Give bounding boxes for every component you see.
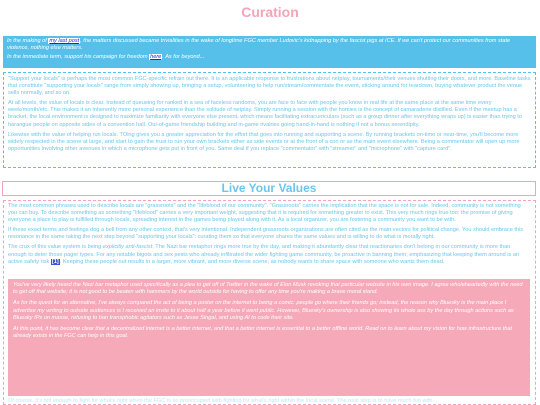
campaign-link[interactable]: here [150, 54, 162, 61]
aside-paragraph: You've very likely heard the Nazi bar metaphor used specifically as a plea to get off of Twitter in the wake of Elon Musk revoking that particular website in his own image. I agree wholeheartedly with the need to get off that website; it is not good to be beaten with hammers by the world outside for having to offer any time you're making a brave moral stand. [13, 282, 523, 296]
emphasis: explicitly anti-fascist [102, 244, 153, 251]
curation-heading: Curation [241, 4, 299, 20]
text: . The Nazi bar metaphor rings more true by the day, and making it abundantly clear that reactionaries don't belong in our community is more than enough to deter those pager types. For any notable bigots and sex pests who already infiltrated the wider fighting game community, be proactive in banning them; emphasizing that keeping them around is an active safety risk [8, 244, 520, 265]
notice-text: , the matters discussed became trivialities in the wake of longtime FGC member Ludovic's kidnapping by the fascist pigs at ICE. If we can't protect our communities from state violence, nothing else matters. [7, 38, 511, 52]
footnote-link[interactable]: [1] [51, 258, 59, 265]
text: The crux of this value system is being [8, 244, 103, 251]
notice-line-1 [7, 38, 532, 52]
curation-body [3, 72, 536, 168]
last-post-link[interactable]: my last post [49, 38, 80, 44]
paragraph: If these exact terms and feelings dog a bell from any other context, that's very intentional. Independent grassroots organizations are often cited as the main vectors for political change. You should embrace this resonance in the same taking the next step beyond "supporting your locals": curating them so that everyone shares the same values and is willing to do what is morally right. [8, 227, 524, 241]
text: . Keeping these people out results in a larger, more vibrant, and more diverse scene, as nobody wants to share space with someone who wants them dead. [59, 258, 445, 265]
notice-banner [3, 36, 536, 68]
notice-text: In the making of [7, 38, 49, 44]
values-body [8, 203, 530, 269]
paragraph: At all levels, the value of locals is clear. Instead of queueing for ranked in a sea of faceless randoms, you are face to face with people you know in real life at the same place at the same time every week/month/etc. This makes it an inherently more personal experience than the solitude of netplay. Simply running a session with the homies is the concept of camaraderie distilled. Even if the meetup has a bracket, the local environment is designed to maximize familiarity with everyone else present, which means facilitating extracurriculars (such as a group dinner after everything wraps up) is easier than trying to harangue people on opposite sides of a convention hall. Out-of-game friendship building and in-game rivalries going hand-in-hand is nothing if not a bonus serendipity. [8, 100, 522, 128]
paragraph: "Support your locals" is perhaps the most common FGC-specific refrain out there. It is an applicable response to frustrations about netplay, tournaments/their venues shutting their doors, and more. Baseline tasks that constitute "supporting your locals" range from simply showing up, bringing a setup, volunteering to help run/stream/commentate the event, sticking around for teardown, buying whatever product the venue sells normally, and so on. [8, 76, 531, 97]
aside-callout [8, 279, 530, 396]
aside-paragraph: At this point, it has become clear that a decentralized internet is a better internet, and that a better internet is essential to a better offline world. Read on to learn about my vision for how infrastructure that already exists in the FGC can help in this goal. [13, 326, 513, 340]
paragraph [8, 244, 530, 265]
notice-text: In the immediate term, support his campaign for freedom [7, 54, 150, 61]
trailing-paragraph: Of course, it's not enough to fight for what's right when the FGC is so preoccupied with fighting for what's right within the local scene. The next step is to have much fun with... [8, 398, 438, 404]
live-your-values-heading: Live Your Values [2, 181, 536, 196]
notice-line-2 [7, 54, 532, 61]
aside-paragraph: As for the quest for an alternative, I've always compared the act of being a poster on the internet to being a comic: people go where their friends go; instead, the reason why Bluesky is the main place I advertise my writing to outside audiences is I received an invite to it about half a year before it went public. However, Bluesky's ownership is also showing its whole ass by the day through actions such as Bluesky IPs on masse, refusing to ban transphobic agitators such as Jesse Singal, and using AI to code their site. [13, 300, 514, 321]
paragraph: Likewise with the value of helping run locals. TOing gives you a greater appreciation for the effort that goes into running and supporting a scene. By running brackets on-time or near-time, you'll become more widely respected in the scene at large, and start to gain the trust to run your own brackets either as side events or at the front of a con or as the main event elsewhere. Being a commentator will open up more opportunities involving other avenues in which a microphone gets put in front of you. Same deal if you replace "commentator" with "streamer" and "microphone" with "capture card". [8, 131, 520, 152]
notice-text: . As for beyond... [162, 54, 205, 61]
paragraph: The most common phrases used to describe locals are "grassroots" and the "lifeblood of our community". "Grassroots" carries the implication that the space is not for sale. Indeed, community is not something you can buy. To describe something as something "lifeblood" carries a very important weight, suggesting that it is required for something greater to exist. This very much rings true too: the promise of giving everyone a place to play is fulfilled through locals, spreading interest in the games being played along with it. As a local organizer, you are fostering a community you want to be with. [8, 203, 521, 224]
